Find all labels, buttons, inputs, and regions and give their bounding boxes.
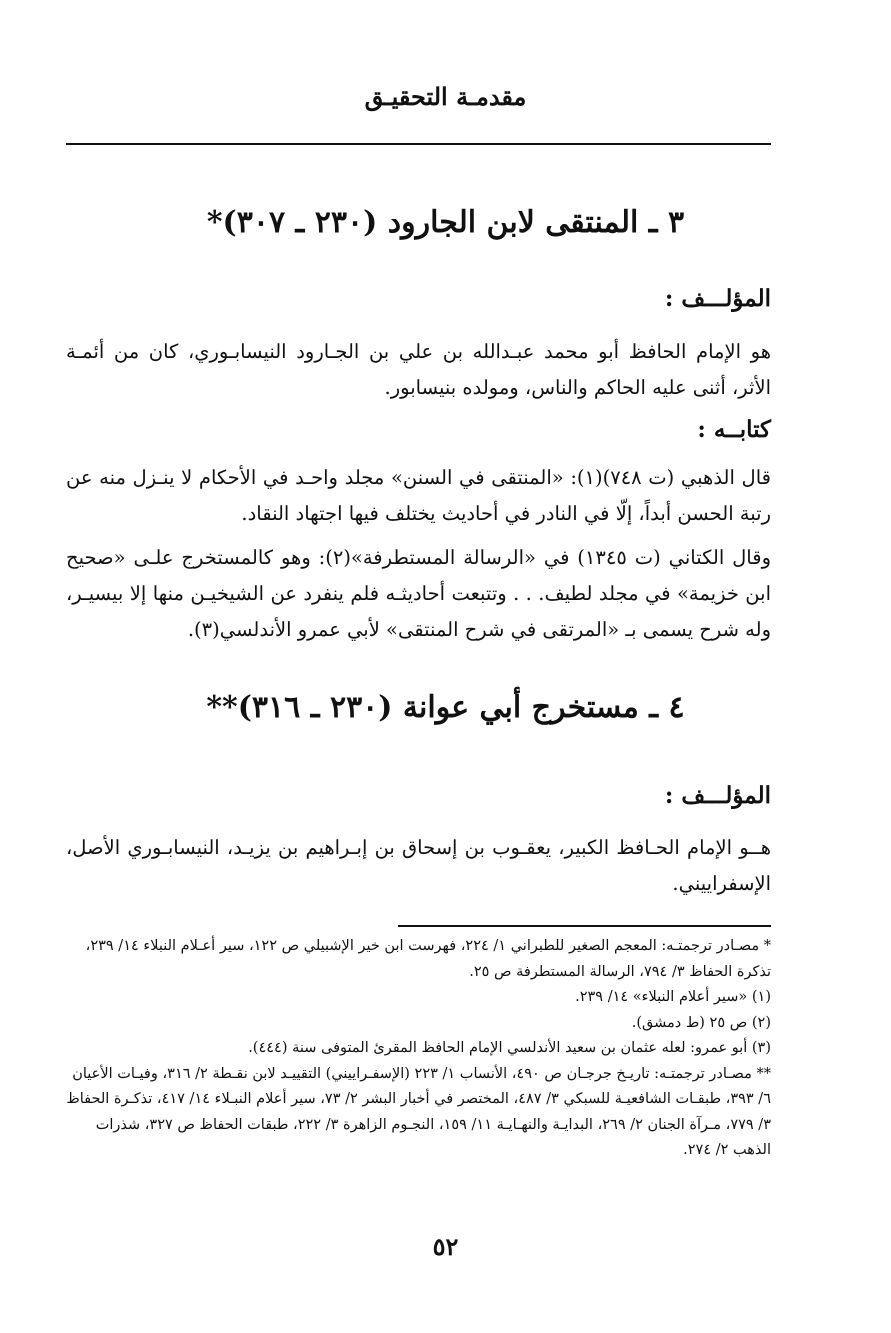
footnote-1: (١) «سير أعلام النبلاء» ١٤/ ٢٣٩. [575,989,771,1005]
footnote-2: (٢) ص ٢٥ (ط دمشق). [631,1014,771,1031]
footnote-double-star: ** مصـادر ترجمتـه: تاريـخ جرجـان ص ٤٩٠، الأنساب ١/ ٢٢٣ (الإسفـراييني) التقييـد لابن نقـطة ٢/ ٣١٦، وفيـات الأعيان ٦/ ٣٩٣، طبقـات الشافعيـة للسبكي ٣/ ٤٨٧، المختصر في أخبار البشر ٢/ ٧٣، سير أعلام النبـلاء ١٤/ ٤١٧، تذكـرة الحفاظ ٣/ ٧٧٩، مـرآة الجنان ٢/ ٢٦٩، البدايـة والنهـايـة ١١/ ١٥٩، النجـوم الزاهرة ٣/ ٢٢٢، طبقات الحفاظ ص ٣٢٧، شذرات الذهب ٢/ ٢٧٤. [66,1065,771,1158]
header-rule [66,143,771,145]
author-label: المؤلـــف : [664,782,771,809]
running-header: مقدمـة التحقيـق [364,82,527,111]
book-paragraph-2 [66,540,771,648]
book-text: وقال الكتاني (ت ١٣٤٥) في «الرسالة المستطرفة»(٢): وهو كالمستخرج علـى «صحيح ابن خزيمة» في مجلد لطيف. . . وتتبعت أحاديثـه فلم ينفرد عن الشيخيـن منها إلا بيسيـر، وله شرح يسمى بـ «المرتقى في شرح المنتقى» لأبي عمرو الأندلسي(٣). [66,546,771,641]
footnote-3: (٣) أبو عمرو: لعله عثمان بن سعيد الأندلسي الإمام الحافظ المقرئ المتوفى سنة (٤٤٤). [248,1040,771,1056]
footnote-rule [398,925,771,927]
author-text: هو الإمام الحافظ أبو محمد عبـدالله بن علي بن الجـارود النيسابـوري، كان من أئمـة الأثر، أثنى عليه الحاكم والناس، ومولده بنيسابور. [66,340,771,399]
page-number: ٥٢ [432,1232,459,1261]
section-title-muntaqa: ٣ ـ المنتقى لابن الجارود (٢٣٠ ـ ٣٠٧)* [206,205,685,240]
footnote-star: * مصـادر ترجمتـه: المعجم الصغير للطبراني ١/ ٢٢٤، فهرست ابن خير الإشبيلي ص ١٢٢، سير أعـلام النبلاء ١٤/ ٢٣٩، تذكرة الحفاظ ٣/ ٧٩٤، الرسالة المستطرفة ص ٢٥. [85,938,771,980]
footnotes [66,934,771,1164]
section-title-abu-awana: ٤ ـ مستخرج أبي عوانة (٢٣٠ ـ ٣١٦)** [206,690,685,725]
book-label: كتابــه : [697,416,771,443]
book-paragraph-1 [66,460,771,532]
author-paragraph [66,334,771,406]
book-text: قال الذهبي (ت ٧٤٨)(١): «المنتقى في السنن» مجلد واحـد في الأحكام لا ينـزل منه عن رتبة الحسن أبداً، إلّا في النادر في أحاديث يختلف فيها اجتهاد النقاد. [66,466,771,525]
author-label: المؤلـــف : [664,285,771,312]
author-text: هــو الإمام الحـافظ الكبير، يعقـوب بن إسحاق بن إبـراهيم بن يزيـد، النيسابـوري الأصل، الإسفراييني. [66,836,771,895]
author-paragraph [66,830,771,902]
